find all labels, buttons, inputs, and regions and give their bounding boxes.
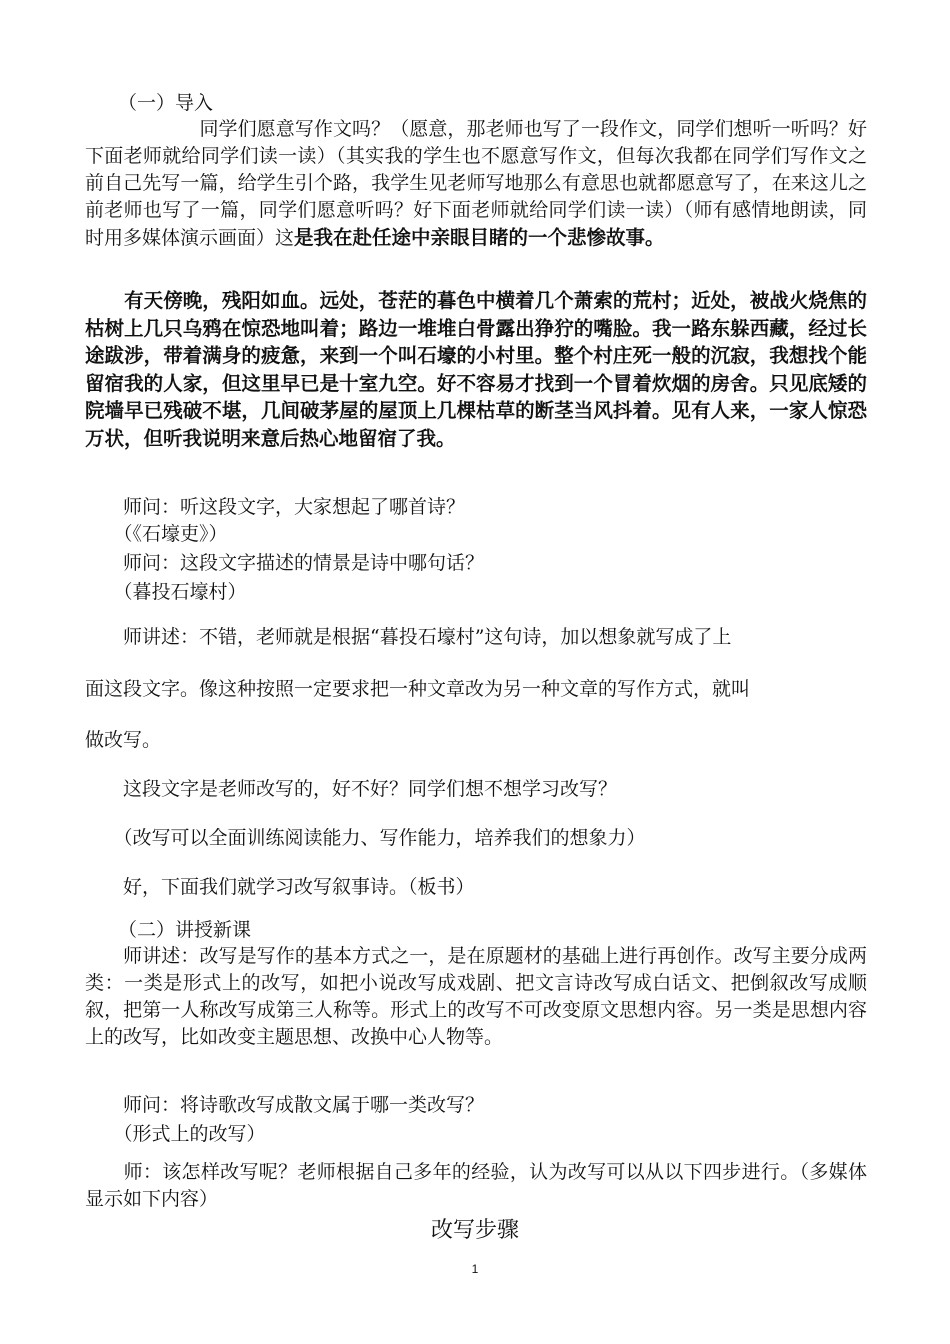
teacher-question-3: 师问：将诗歌改写成散文属于哪一类改写？	[85, 1094, 485, 1116]
teacher-question-1: 师问：听这段文字，大家想起了哪首诗？	[85, 496, 466, 518]
student-answer-3: （形式上的改写）	[85, 1123, 266, 1145]
lecture-paragraph-2: 师讲述：改写是写作的基本方式之一，是在原题材的基础上进行再创作。改写主要分成两类：一类是形式上的改写，如把小说改写成戏剧、把文言诗改写成白话文、把倒叙改写成顺叙，把第一人称改写成第三人称等。形式上的改写不可改变原文思想内容。另一类是思想内容上的改写，比如改变主题思想、改换中心人物等。	[85, 945, 867, 1048]
intro-bold-ending: 是我在赴任途中亲眼目睹的一个悲惨故事。	[294, 226, 665, 249]
story-paragraph: 有天傍晚，残阳如血。远处，苍茫的暮色中横着几个萧索的荒村；近处，被战火烧焦的枯树上几只乌鸦在惊恐地叫着；路边一堆堆白骨露出狰狞的嘴脸。我一路东躲西藏，经过长途跋涉，带着满身的疲惫，来到一个叫石壕的小村里。整个村庄死一般的沉寂，我想找个能留宿我的人家，但这里早已是十室九空。好不容易才找到一个冒着炊烟的房舍。只见底矮的院墙早已残破不堪，几间破茅屋的屋顶上几棵枯草的断茎当风抖着。见有人来，一家人惊恐万状，但听我说明来意后热心地留宿了我。	[85, 289, 867, 450]
paragraph-train: （改写可以全面训练阅读能力、写作能力，培养我们的想象力）	[85, 827, 646, 849]
intro-paragraph	[85, 116, 867, 252]
paragraph-good: 这段文字是老师改写的，好不好？同学们想不想学习改写？	[85, 778, 618, 800]
teacher-question-2: 师问：这段文字描述的情景是诗中哪句话？	[85, 552, 485, 574]
steps-title: 改写步骤	[430, 1218, 519, 1243]
paragraph-study: 好，下面我们就学习改写叙事诗。（板书）	[85, 876, 475, 898]
lecture-line-3: 做改写。	[85, 729, 162, 751]
teacher-steps-paragraph: 师：该怎样改写呢？老师根据自己多年的经验，认为改写可以从以下四步进行。（多媒体显示如下内容）	[85, 1161, 867, 1210]
section-heading-new-lesson: （二）讲授新课	[118, 919, 252, 941]
page-number: 1	[471, 1262, 479, 1276]
student-answer-2: （暮投石壕村）	[85, 581, 247, 603]
student-answer-1: （《石壕吏》）	[85, 523, 228, 545]
section-heading-intro: （一）导入	[118, 92, 214, 114]
lecture-line-2: 面这段文字。像这种按照一定要求把一种文章改为另一种文章的写作方式，就叫	[85, 678, 751, 700]
intro-text: 同学们愿意写作文吗？（愿意，那老师也写了一段作文，同学们想听一听吗？好下面老师就给同学们读一读）（其实我的学生也不愿意写作文，但每次我都在同学们写作文之前自己先写一篇，给学生引个路，我学生见老师写地那么有意思也就都愿意写了，在来这儿之前老师也写了一篇，同学们愿意听吗？好下面老师就给同学们读一读）（师有感情地朗读，同时用多媒体演示画面）这	[85, 118, 867, 249]
lecture-line-1: 师讲述：不错，老师就是根据“暮投石壕村”这句诗，加以想象就写成了上	[85, 626, 732, 648]
